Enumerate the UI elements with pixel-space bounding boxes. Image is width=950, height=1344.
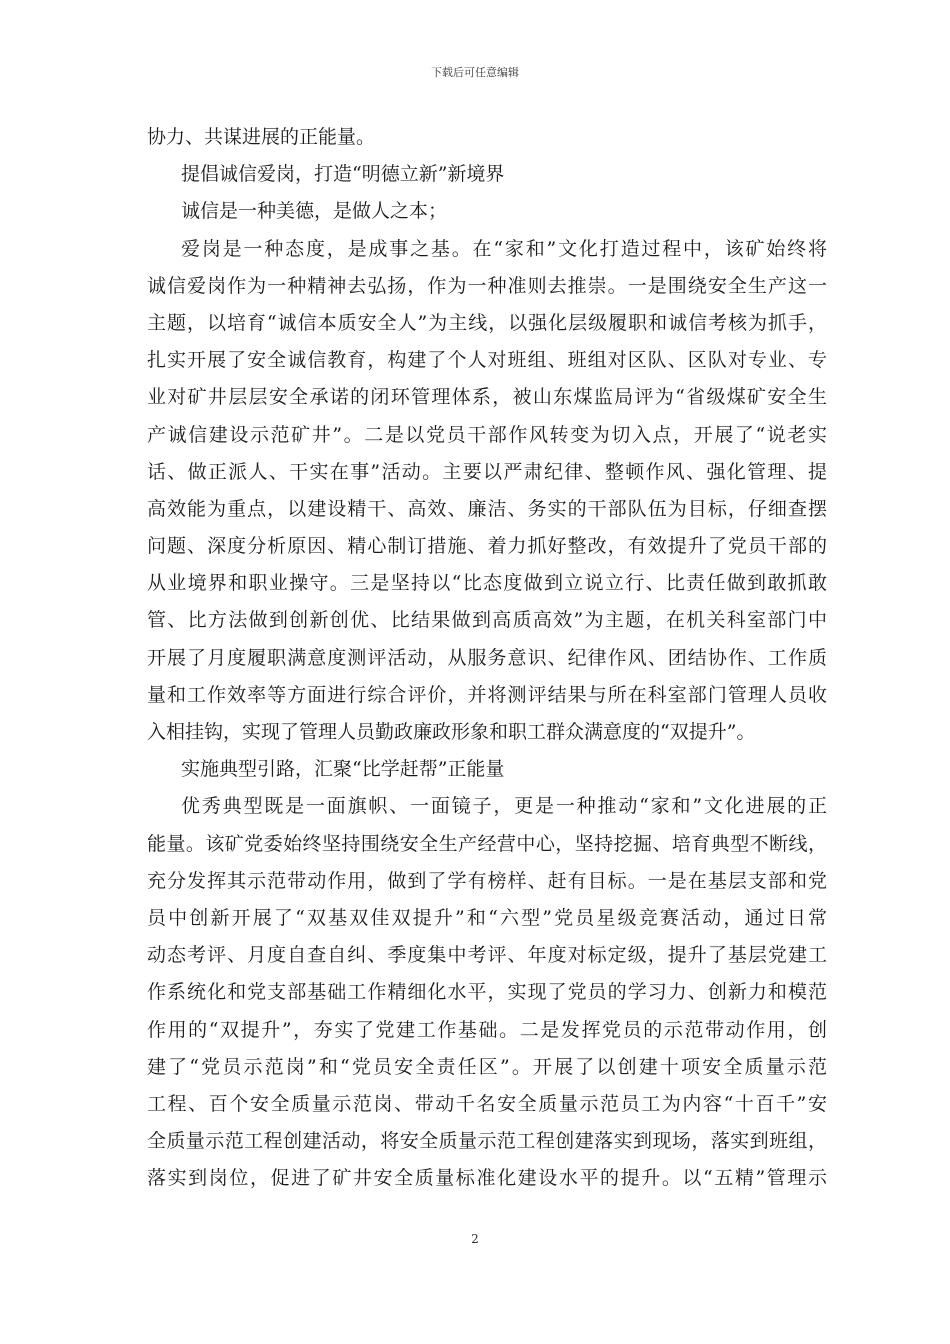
paragraph-line: 作系统化和党支部基础工作精细化水平，实现了党员的学习力、创新力和模范 [147, 981, 827, 1004]
paragraph-line: 高效能为重点，以建设精干、高效、廉洁、务实的干部队伍为目标，仔细查摆 [147, 497, 827, 520]
paragraph-line: 充分发挥其示范带动作用，做到了学有榜样、赶有目标。一是在基层支部和党 [147, 869, 827, 892]
paragraph-line: 问题、深度分析原因、精心制订措施、着力抓好整改，有效提升了党员干部的 [147, 535, 827, 558]
paragraph-line: 爱岗是一种态度，是成事之基。在“家和”文化打造过程中，该矿始终将 [181, 237, 827, 260]
section-heading: 实施典型引路，汇聚“比学赶帮”正能量 [181, 758, 505, 781]
paragraph-line: 优秀典型既是一面旗帜、一面镜子，更是一种推动“家和”文化进展的正 [181, 795, 827, 818]
paragraph-line: 作用的“双提升”，夯实了党建工作基础。二是发挥党员的示范带动作用，创 [147, 1018, 827, 1041]
paragraph-line: 扎实开展了安全诚信教育，构建了个人对班组、班组对区队、区队对专业、专 [147, 349, 827, 372]
paragraph-line: 主题，以培育“诚信本质安全人”为主线，以强化层级履职和诚信考核为抓手， [147, 311, 827, 334]
paragraph-line: 动态考评、月度自查自纠、季度集中考评、年度对标定级，提升了基层党建工 [147, 944, 827, 967]
paragraph-line: 落实到岗位，促进了矿井安全质量标准化建设水平的提升。以“五精”管理示 [147, 1167, 827, 1190]
document-body [147, 119, 827, 1197]
paragraph-line: 协力、共谋进展的正能量。 [147, 126, 376, 148]
paragraph-line: 全质量示范工程创建活动，将安全质量示范工程创建落实到现场，落实到班组， [147, 1130, 827, 1153]
page-header: 下载后可任意编辑 [431, 66, 519, 79]
paragraph-line: 开展了月度履职满意度测评活动，从服务意识、纪律作风、团结协作、工作质 [147, 646, 827, 669]
paragraph-line: 入相挂钩，实现了管理人员勤政廉政形象和职工群众满意度的“双提升”。 [147, 721, 756, 743]
page-number: 2 [471, 1232, 479, 1246]
paragraph-line: 诚信是一种美德，是做人之本； [181, 200, 448, 223]
paragraph-line: 量和工作效率等方面进行综合评价，并将测评结果与所在科室部门管理人员收 [147, 683, 827, 706]
paragraph-line: 从业境界和职业操守。三是坚持以“比态度做到立说立行、比责任做到敢抓敢 [147, 572, 827, 595]
paragraph-line: 话、做正派人、干实在事”活动。主要以严肃纪律、整顿作风、强化管理、提 [147, 460, 827, 483]
paragraph-line: 员中创新开展了“双基双佳双提升”和“六型”党员星级竞赛活动，通过日常 [147, 906, 827, 929]
paragraph-line: 建了“党员示范岗”和“党员安全责任区”。开展了以创建十项安全质量示范 [147, 1055, 827, 1078]
paragraph-line: 能量。该矿党委始终坚持围绕安全生产经营中心，坚持挖掘、培育典型不断线， [147, 832, 827, 855]
paragraph-line: 工程、百个安全质量示范岗、带动千名安全质量示范员工为内容“十百千”安 [147, 1092, 827, 1115]
paragraph-line: 管、比方法做到创新创优、比结果做到高质高效”为主题，在机关科室部门中 [147, 609, 827, 632]
paragraph-line: 业对矿井层层安全承诺的闭环管理体系，被山东煤监局评为“省级煤矿安全生 [147, 386, 827, 409]
paragraph-line: 诚信爱岗作为一种精神去弘扬，作为一种准则去推崇。一是围绕安全生产这一 [147, 274, 827, 297]
section-heading: 提倡诚信爱岗，打造“明德立新”新境界 [181, 163, 505, 186]
paragraph-line: 产诚信建设示范矿井”。二是以党员干部作风转变为切入点，开展了“说老实 [147, 423, 827, 446]
